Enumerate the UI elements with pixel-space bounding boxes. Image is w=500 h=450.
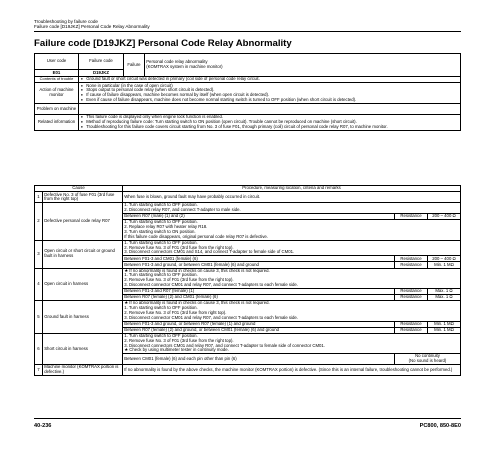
action-item: ● If cause of failure disappears, machine becomes normal by itself (when open circuit is detected).	[80, 93, 459, 98]
cause-number: 6	[35, 333, 43, 364]
measure-criteria: Max. 1 Ω	[427, 295, 460, 301]
measure-criteria: 200 – 400 Ω	[427, 214, 460, 220]
cause-text: Defective No. 3 of fuse F01 (3rd fuse from the right top)	[43, 192, 123, 203]
cause-text: Machine monitor (KOMTRAX portion is defective.)	[43, 365, 123, 376]
related-item: ● Method of reproducing failure code: Turn starting switch to ON position (open circuit). Trouble cannot be reproduced on machine (short circuit).	[80, 120, 459, 125]
measure-location: Between F01-3 and R07 (female) (1)	[123, 288, 395, 294]
running-header	[34, 19, 150, 30]
related-item: ● This failure code is displayed only when engine lock function is enabled.	[80, 115, 459, 120]
user-code-label: User code	[35, 54, 79, 70]
measure-location: Between F01-3 and ground, or between CM01 (female) (6) and ground	[123, 262, 395, 268]
procedure-text: 1. Turn starting switch to OFF position. 2. Remove fuse No. 3 of F01 (3rd fuse from the right top). 3. Disconnect connectors CM01 and relay R07, and connect T-adapter to female side of connector CM01. ★ Check by using multimeter tester in continuity mode.	[123, 333, 461, 353]
measure-criteria: No continuity (No sound is heard)	[394, 354, 460, 365]
failure-code-value: D19JKZ	[79, 70, 124, 77]
measure-type: Resistance	[394, 295, 427, 301]
procedure-header: Procedure, measuring location, criteria and remarks	[123, 186, 461, 192]
measure-type: Resistance	[394, 214, 427, 220]
table-row	[35, 365, 461, 376]
measure-location: Between CM01 (female) (6) and each pin other than pin (6)	[123, 354, 395, 365]
procedure-text: If no abnormality is found by the above checks, the machine monitor (KOMTRAX portion) is defective. (Since this is an internal failure, troubleshooting cannot be performed.)	[123, 365, 461, 376]
related-label: Related information	[35, 115, 79, 131]
measure-criteria: Min. 1 MΩ	[427, 321, 460, 327]
related-value	[79, 115, 461, 131]
cause-text: Open circuit or short circuit or ground fault in harness	[43, 240, 123, 268]
header-line-2: Failure code [D19JKZ] Personal Code Relay Abnormality	[34, 24, 150, 30]
cause-number: 4	[35, 268, 43, 301]
measure-location: Between F01-3 and CM01 (female) (6)	[123, 256, 395, 262]
header-rule	[34, 31, 461, 32]
failure-label: Failure	[124, 54, 145, 77]
measure-type: Resistance	[394, 288, 427, 294]
procedure-text: ★ If no abnormality is found in checks on cause 3, this check is not required. 1. Turn starting switch to OFF position. 2. Remove fuse No. 3 of F01 (3rd fuse from the right top). 3. Disconnect connector CM01 and relay R07, and connect T-adapters to each female side.	[123, 268, 461, 288]
table-row	[35, 333, 461, 353]
measure-type: Resistance	[394, 321, 427, 327]
measure-criteria: 200 – 400 Ω	[427, 256, 460, 262]
action-item: ● Even if cause of failure disappears, machine does not become normal starting switch is turned to OFF position (when short circuit is detected).	[80, 98, 459, 103]
measure-criteria: Min. 1 MΩ	[427, 262, 460, 268]
user-code-value: E01	[35, 70, 79, 77]
procedure-text: 1. Turn starting switch to OFF position. 2. Remove fuse No. 3 of F01 (3rd fuse from the right top). 3. Disconnect connectors CM01 and S14, and connect T-adapter to female side of CM01.	[123, 240, 461, 256]
action-label: Action of machine monitor	[35, 83, 79, 104]
footer-rule	[34, 418, 461, 419]
procedure-text: ★ If no abnormality is found in checks on cause 3, this check is not required. 1. Turn starting switch to OFF position. 2. Remove fuse No. 3 of F01 (3rd fuse from right top). 3. Disconnect connector CM01 and relay R07, and connect T-adapters to each female side.	[123, 301, 461, 321]
failure-code-label: Failure code	[79, 54, 124, 70]
failure-description: Personal code relay abnormality (KOMTRAX system in machine monitor)	[145, 54, 461, 77]
table-row	[35, 301, 461, 321]
table-row	[35, 203, 461, 214]
cause-number: 2	[35, 203, 43, 240]
procedure-text: 1. Turn starting switch to OFF position. 2. Replace relay R07 with heater relay R18. 3. Turn starting switch to ON position. If this failure code disappears, original personal code relay R07 is defective.	[123, 220, 461, 240]
measure-location: Between F01-3 and ground, or between R07 (female) (1) and ground	[123, 321, 395, 327]
table-row	[35, 192, 461, 203]
action-item: ● Stops output to personal code relay (when short circuit is detected).	[80, 88, 459, 93]
table-row	[35, 268, 461, 288]
measure-location: Between R07 (male) (1) and (2)	[123, 214, 395, 220]
measure-criteria: Min. 1 MΩ	[427, 327, 460, 333]
measure-criteria: Max. 1 Ω	[427, 288, 460, 294]
table-row	[35, 240, 461, 256]
measure-location: Between R07 (female) (2) and CM01 (female) (6)	[123, 295, 395, 301]
measure-type: Resistance	[394, 262, 427, 268]
action-item: ● None in particular (in the case of open circuit)	[80, 84, 459, 89]
page-title: Failure code [D19JKZ] Personal Code Relay Abnormality	[34, 38, 292, 49]
model-number: PC800, 850-8E0	[419, 423, 461, 429]
problem-value	[79, 104, 461, 115]
measure-type: Resistance	[394, 256, 427, 262]
contents-label: Contents of trouble	[35, 77, 79, 83]
action-value	[79, 83, 461, 104]
cause-text: Short circuit in harness	[43, 333, 123, 364]
header-line-1: Troubleshooting by failure code	[34, 19, 98, 24]
measure-location: Between R07 (female) (2) and ground, or between CM01 (female) (6) and ground	[123, 327, 395, 333]
summary-table	[34, 53, 461, 131]
cause-text: Defective personal code relay R07	[43, 203, 123, 240]
cause-text: Ground fault in harness	[43, 301, 123, 334]
cause-header: Cause	[35, 186, 123, 192]
cause-number: 5	[35, 301, 43, 334]
page-number: 40-236	[34, 423, 52, 429]
measure-type: Resistance	[394, 327, 427, 333]
procedure-text: When fuse is blown, ground fault may have probably occurred in circuit.	[123, 192, 461, 203]
cause-number: 3	[35, 240, 43, 268]
cause-table	[34, 185, 461, 376]
cause-number: 7	[35, 365, 43, 376]
problem-label: Problem on machine	[35, 104, 79, 115]
procedure-text: 1. Turn starting switch to OFF position. 2. Disconnect relay R07, and connect T-adapter to male side.	[123, 203, 461, 214]
related-item: ● Troubleshooting for this failure code covers circuit starting from No. 3 of fuse F01, through primary (coil) circuit of personal code relay R07, to machine monitor.	[80, 125, 459, 130]
cause-text: Open circuit in harness	[43, 268, 123, 301]
contents-item: ● Ground fault or short circuit was detected in primary (coil side of personal code relay circuit.	[80, 77, 459, 82]
contents-value	[79, 77, 461, 83]
cause-number: 1	[35, 192, 43, 203]
